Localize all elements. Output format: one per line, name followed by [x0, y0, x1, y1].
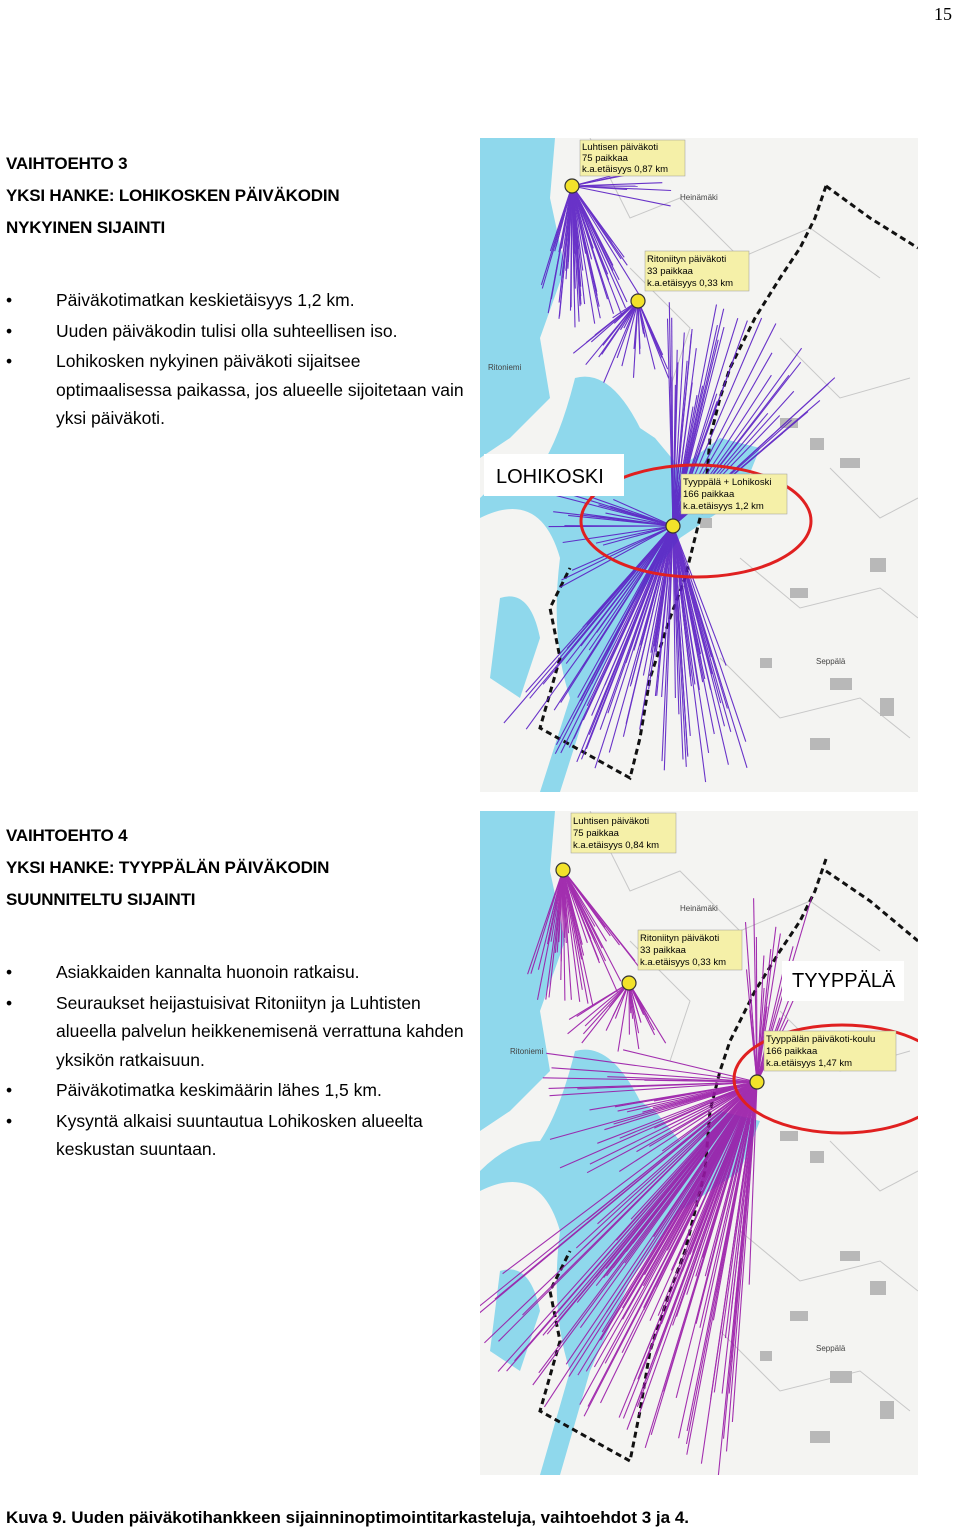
- svg-text:Tyyppälä + Lohikoski: Tyyppälä + Lohikoski: [683, 477, 772, 488]
- svg-text:k.a.etäisyys 0,84 km: k.a.etäisyys 0,84 km: [573, 840, 660, 851]
- bullet-item: [6, 958, 466, 987]
- map-label-luhtinen: [571, 813, 676, 853]
- map-label-ritoniitty: [645, 251, 749, 291]
- place-name: Ritoniemi: [488, 363, 522, 372]
- svg-text:Ritoniityn päiväkoti: Ritoniityn päiväkoti: [640, 933, 720, 944]
- option4-text: [6, 820, 466, 1166]
- bullet-icon: •: [6, 290, 13, 310]
- page-number: 15: [934, 4, 952, 24]
- svg-text:33 paikkaa: 33 paikkaa: [647, 266, 693, 277]
- svg-text:75 paikkaa: 75 paikkaa: [573, 828, 619, 839]
- figure-caption: Kuva 9. Uuden päiväkotihankkeen sijainninoptimointitarkasteluja, vaihtoehdot 3 ja 4.: [6, 1508, 689, 1527]
- svg-text:k.a.etäisyys 0,33 km: k.a.etäisyys 0,33 km: [640, 957, 727, 968]
- option3-bullets: [6, 286, 466, 433]
- map-label-ritoniitty: [638, 930, 742, 970]
- bullet-item: [6, 317, 466, 346]
- place-name: Seppälä: [816, 657, 846, 666]
- bullet-icon: •: [6, 1080, 13, 1100]
- svg-text:k.a.etäisyys 1,47 km: k.a.etäisyys 1,47 km: [766, 1058, 853, 1069]
- svg-text:Luhtisen päiväkoti: Luhtisen päiväkoti: [582, 142, 659, 153]
- map-label-luhtinen: [580, 140, 685, 176]
- bullet-item: [6, 989, 466, 1075]
- svg-text:k.a.etäisyys 0,33 km: k.a.etäisyys 0,33 km: [647, 278, 734, 289]
- bullet-item: [6, 286, 466, 315]
- bullet-item: [6, 1107, 466, 1164]
- bullet-item: [6, 347, 466, 433]
- map-label-tyyppala: [681, 474, 787, 514]
- map-label-tyyppala: [764, 1031, 896, 1071]
- bullet-text: Päiväkotimatkan keskietäisyys 1,2 km.: [56, 290, 355, 310]
- place-name: Heinämäki: [680, 193, 718, 202]
- area-label: TYYPPÄLÄ: [792, 970, 896, 992]
- option4-subtitle: YKSI HANKE: TYYPPÄLÄN PÄIVÄKODIN SUUNNITELTU SIJAINTI: [6, 858, 330, 909]
- bullet-text: Asiakkaiden kannalta huonoin ratkaisu.: [56, 962, 360, 982]
- option3-map: [480, 138, 918, 792]
- bullet-text: Päiväkotimatka keskimäärin lähes 1,5 km.: [56, 1080, 382, 1100]
- option3-text: [6, 148, 466, 435]
- place-name: Heinämäki: [680, 904, 718, 913]
- svg-text:33 paikkaa: 33 paikkaa: [640, 945, 686, 956]
- svg-text:166 paikkaa: 166 paikkaa: [766, 1046, 818, 1057]
- bullet-text: Kysyntä alkaisi suuntautua Lohikosken alueelta keskustan suuntaan.: [56, 1110, 423, 1159]
- bullet-icon: •: [6, 962, 13, 982]
- place-name: Ritoniemi: [510, 1047, 544, 1056]
- bullet-icon: •: [6, 1110, 13, 1131]
- area-label: LOHIKOSKI: [496, 466, 604, 488]
- place-name: Seppälä: [816, 1344, 846, 1353]
- svg-text:Ritoniityn päiväkoti: Ritoniityn päiväkoti: [647, 254, 727, 265]
- bullet-text: Lohikosken nykyinen päiväkoti sijaitsee optimaalisessa paikassa, jos alueelle sijoitetaan vain yksi päiväkoti.: [56, 351, 464, 428]
- bullet-icon: •: [6, 992, 13, 1013]
- option4-title: VAIHTOEHTO 4: [6, 826, 128, 845]
- bullet-icon: •: [6, 351, 13, 371]
- option3-title: VAIHTOEHTO 3: [6, 154, 128, 173]
- bullet-icon: •: [6, 320, 13, 341]
- option4-map: [480, 811, 918, 1475]
- svg-text:166 paikkaa: 166 paikkaa: [683, 489, 735, 500]
- option4-bullets: [6, 958, 466, 1164]
- svg-text:k.a.etäisyys 0,87 km: k.a.etäisyys 0,87 km: [582, 164, 669, 175]
- svg-text:Luhtisen päiväkoti: Luhtisen päiväkoti: [573, 816, 650, 827]
- svg-text:75 paikkaa: 75 paikkaa: [582, 153, 628, 164]
- bullet-text: Seuraukset heijastuisivat Ritoniityn ja Luhtisten alueella palvelun heikkenemisenä verrattuna kahden yksikön ratkaisuun.: [56, 992, 464, 1070]
- bullet-item: [6, 1076, 466, 1105]
- bullet-text: Uuden päiväkodin tulisi olla suhteellisen iso.: [56, 320, 398, 341]
- svg-text:Tyyppälän päiväkoti-koulu: Tyyppälän päiväkoti-koulu: [766, 1034, 876, 1045]
- option3-subtitle: YKSI HANKE: LOHIKOSKEN PÄIVÄKODIN NYKYINEN SIJAINTI: [6, 186, 340, 237]
- svg-text:k.a.etäisyys 1,2 km: k.a.etäisyys 1,2 km: [683, 501, 764, 512]
